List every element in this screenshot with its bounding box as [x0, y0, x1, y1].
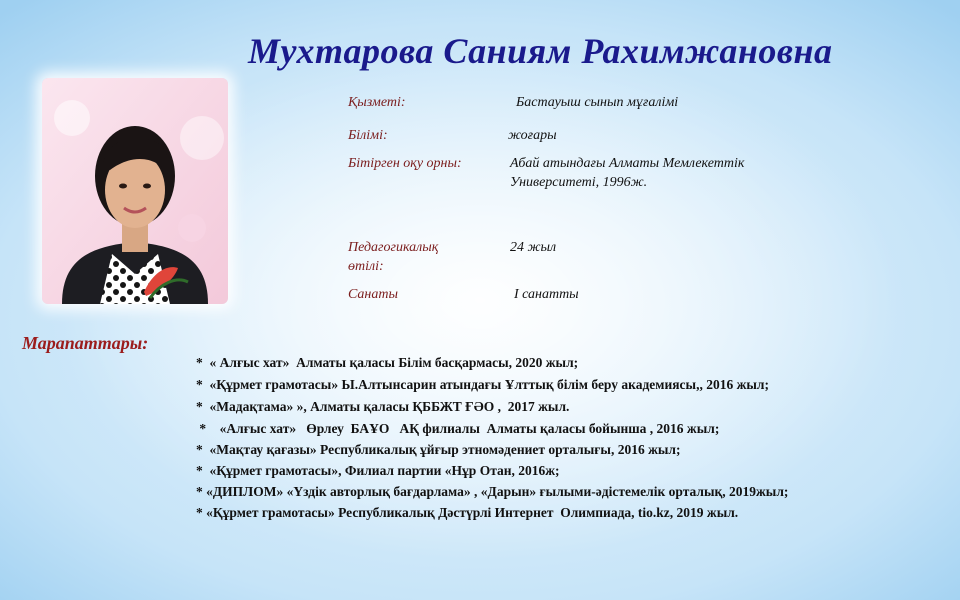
award-item: * « Алғыс хат» Алматы қаласы Білім басқармасы, 2020 жыл;: [196, 355, 579, 370]
graduated-value-line2: Университеті, 1996ж.: [510, 175, 648, 190]
category-label: Санаты: [348, 287, 398, 302]
education-label: Білімі:: [348, 128, 388, 143]
category-value: І санатты: [514, 287, 579, 302]
education-value: жоғары: [508, 128, 557, 143]
award-item: * «Құрмет грамотасы» Республикалық Дәстүрлі Интернет Олимпиада, tio.kz, 2019 жыл.: [196, 505, 739, 520]
position-label: Қызметі:: [348, 95, 406, 110]
award-item: * «ДИПЛОМ» «Үздік авторлық бағдарлама» , «Дарын» ғылыми-әдістемелік орталық, 2019жыл;: [196, 484, 789, 499]
experience-label-line1: Педагогикалық: [348, 240, 439, 255]
award-item: * «Құрмет грамотасы», Филиал партии «Нұр Отан, 2016ж;: [196, 463, 560, 478]
portrait-photo: [42, 78, 228, 304]
award-item: * «Алғыс хат» Өрлеу БАҰО АҚ филиалы Алматы қаласы бойынша , 2016 жыл;: [196, 421, 720, 436]
awards-heading: Марапаттары:: [22, 333, 149, 353]
graduated-label: Бітірген оқу орны:: [348, 156, 462, 171]
graduated-value-line1: Абай атындағы Алматы Мемлекеттік: [510, 156, 745, 171]
award-item: * «Мадақтама» », Алматы қаласы ҚББЖТ ҒӘО , 2017 жыл.: [196, 399, 570, 414]
experience-value: 24 жыл: [510, 240, 557, 255]
award-item: * «Мақтау қағазы» Республикалық ұйғыр этномәдениет орталығы, 2016 жыл;: [196, 442, 681, 457]
position-value: Бастауыш сынып мұғалімі: [516, 95, 679, 110]
award-item: * «Құрмет грамотасы» Ы.Алтынсарин атындағы Ұлттық білім беру академиясы,, 2016 жыл;: [196, 377, 769, 392]
page-title: Мухтарова Саниям Рахимжановна: [248, 31, 833, 71]
experience-label-line2: өтілі:: [348, 259, 384, 274]
